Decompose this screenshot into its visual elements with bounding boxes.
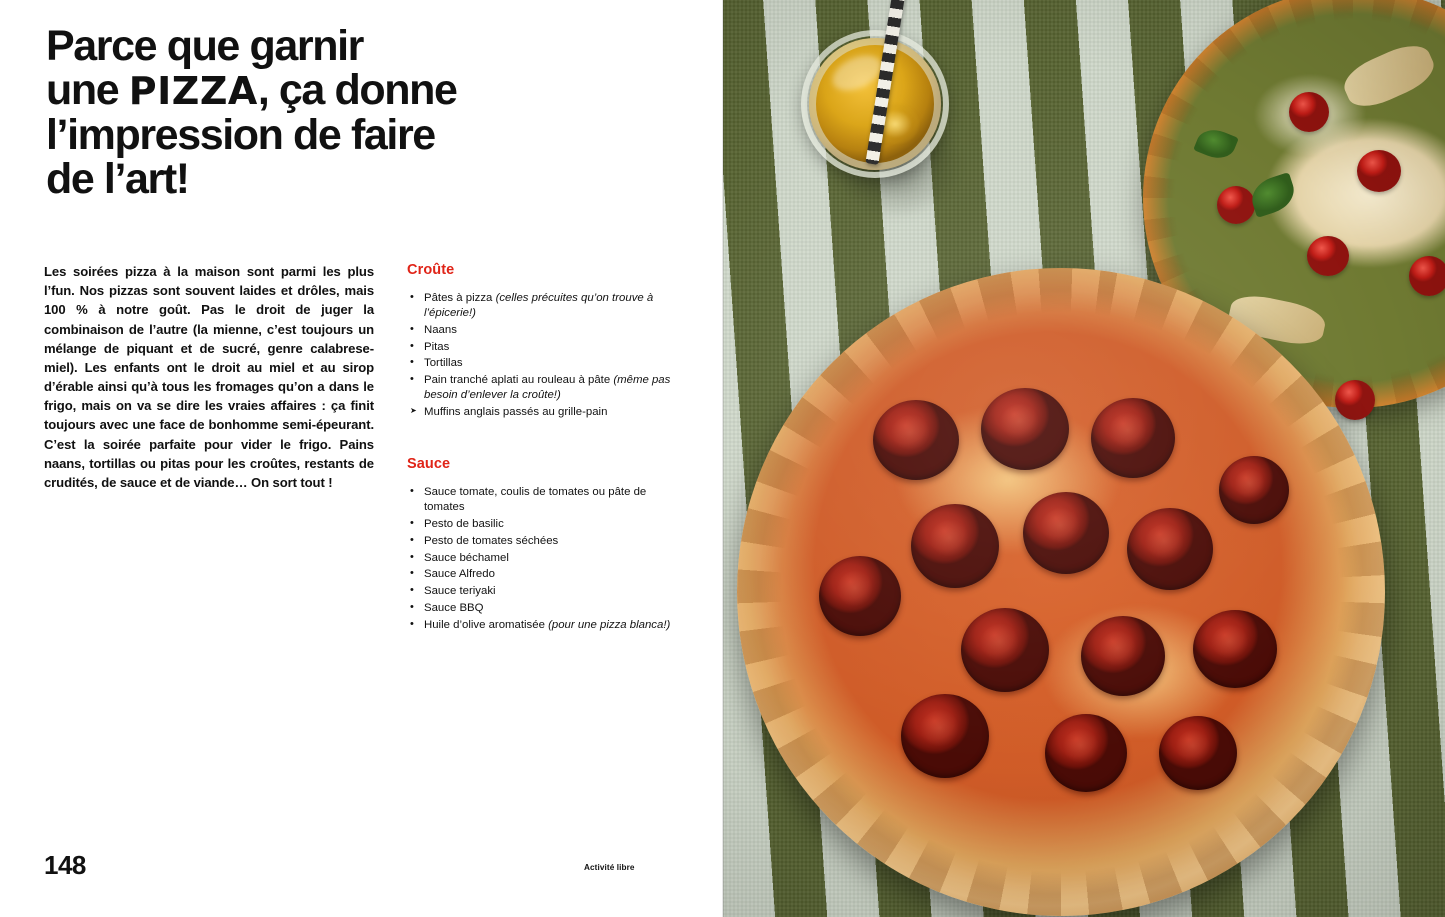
list-item-label: Muffins anglais passés au grille-pain <box>424 406 608 419</box>
list-item-label: Sauce béchamel <box>424 551 509 564</box>
headline-line-3: l’impression de faire <box>46 110 435 159</box>
list-item-note: (celles précuites qu’on trouve à l’épicerie!) <box>424 292 654 320</box>
photo-page <box>723 0 1445 917</box>
list-item-label: Pesto de basilic <box>424 518 504 531</box>
list-item-note: (pour une pizza blanca!) <box>548 618 671 631</box>
page-gutter <box>722 0 724 917</box>
list-item <box>407 485 677 515</box>
ingredient-lists <box>407 262 677 634</box>
list-item-label: Pesto de tomates séchées <box>424 534 559 547</box>
list-item-label: Pain tranché aplati au rouleau à pâte <box>424 374 614 387</box>
list-item-label: Sauce Alfredo <box>424 568 495 581</box>
headline-line-1: Parce que garnir <box>46 22 363 70</box>
headline-line-2-post: , ça donne <box>257 66 457 115</box>
list-item-label: Sauce tomate, coulis de tomates ou pâte de tomates <box>424 486 647 514</box>
page-number: 148 <box>44 850 86 880</box>
list-item-label: Pâtes à pizza <box>424 292 496 304</box>
list-item <box>407 405 677 420</box>
headline-pizza-word: PIZZA <box>128 69 258 114</box>
list-item-label: Pitas <box>424 340 450 353</box>
list-item <box>407 291 677 321</box>
croute-list <box>407 291 677 420</box>
list-item-label: Sauce BBQ <box>424 601 484 614</box>
list-item <box>407 601 677 616</box>
list-item <box>407 340 677 355</box>
section-title-sauce: Sauce <box>407 456 451 473</box>
list-item <box>407 323 677 338</box>
section-title-croute: Croûte <box>407 262 455 278</box>
list-item-label: Huile d’olive aromatisée <box>424 618 549 631</box>
sauce-list <box>407 485 677 632</box>
list-item-label: Tortillas <box>424 357 463 370</box>
headline-line-2-pre: une <box>46 66 129 115</box>
list-item-note: (même pas besoin d’enlever la croûte!) <box>424 374 671 402</box>
list-item <box>407 584 677 599</box>
headline-line-4: de l’art! <box>46 154 189 203</box>
list-item-label: Naans <box>424 323 457 336</box>
list-item <box>407 551 677 566</box>
intro-paragraph: Les soirées pizza à la maison sont parmi les plus l’fun. Nos pizzas sont souvent laides et drôles, mais 100 % à notre goût. Pas le droit de juger la combinaison de l’autre (la mienne, c’est toujours un mélange de piquant et de sucré, genre calabrese-miel). Les enfants ont le droit au miel et au sirop d’érable ainsi qu’à tous les fromages qu’on a dans le frigo, mais on va se dire les vraies affaires : ça finit toujours avec une face de bonhomme semi-épeurant. C’est la soirée parfaite pour vider le frigo. Pains naans, tortillas ou pitas pour les croûtes, restants de crudités, de sauce et de viande… On sort tout ! <box>44 264 374 490</box>
list-item-label: Sauce teriyaki <box>424 585 496 598</box>
list-item <box>407 356 677 371</box>
photo-vignette <box>723 0 1445 917</box>
running-footer: Activité libre <box>584 863 635 872</box>
list-item <box>407 534 677 549</box>
list-item <box>407 517 677 532</box>
list-item <box>407 618 677 633</box>
list-item <box>407 373 677 403</box>
page-title <box>46 24 606 201</box>
list-item <box>407 567 677 582</box>
